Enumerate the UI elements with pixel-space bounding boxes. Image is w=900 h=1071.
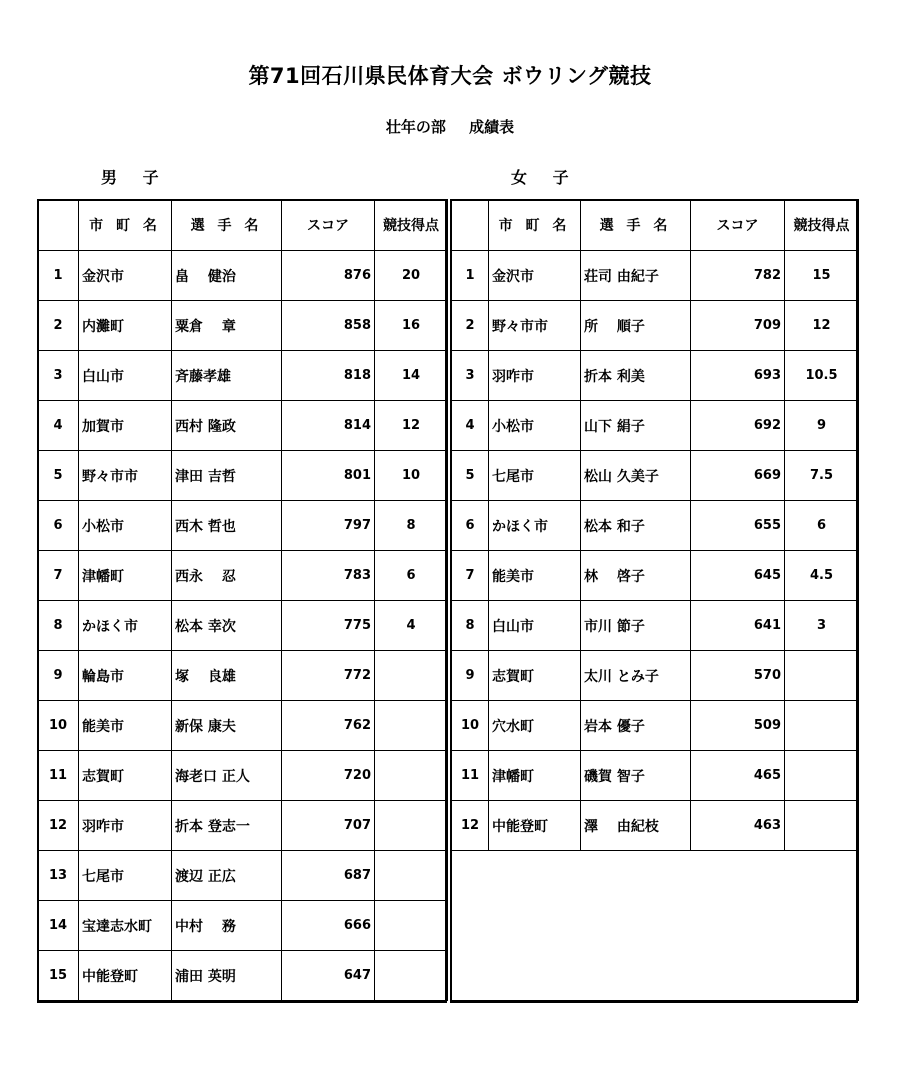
column-header-rank — [38, 200, 79, 251]
table-row — [38, 851, 448, 901]
table-row — [38, 951, 448, 1001]
table-row — [452, 401, 859, 451]
rank-cell: 1 — [452, 251, 489, 301]
column-header-points: 競技得点 — [785, 200, 859, 251]
city-cell: 白山市 — [489, 601, 581, 651]
player-name-cell: 太川 とみ子 — [581, 651, 691, 701]
rank-cell: 6 — [452, 501, 489, 551]
column-header-name: 選 手 名 — [172, 200, 282, 251]
score-cell: 641 — [691, 601, 785, 651]
rank-cell: 5 — [452, 451, 489, 501]
points-cell: 8 — [375, 501, 448, 551]
score-cell: 858 — [282, 301, 375, 351]
points-cell: 14 — [375, 351, 448, 401]
column-header-city: 市 町 名 — [489, 200, 581, 251]
column-header-points: 競技得点 — [375, 200, 448, 251]
city-cell: 志賀町 — [79, 751, 172, 801]
rank-cell: 12 — [38, 801, 79, 851]
player-name-cell: 磯賀 智子 — [581, 751, 691, 801]
score-cell: 772 — [282, 651, 375, 701]
table-row — [38, 501, 448, 551]
column-header-city: 市 町 名 — [79, 200, 172, 251]
city-cell: 宝達志水町 — [79, 901, 172, 951]
points-cell — [375, 951, 448, 1001]
score-cell: 720 — [282, 751, 375, 801]
points-cell — [375, 651, 448, 701]
points-cell — [785, 801, 859, 851]
rank-cell: 12 — [452, 801, 489, 851]
city-cell: 七尾市 — [489, 451, 581, 501]
city-cell: 能美市 — [489, 551, 581, 601]
city-cell: 羽咋市 — [79, 801, 172, 851]
column-header-score: スコア — [691, 200, 785, 251]
city-cell: 野々市市 — [79, 451, 172, 501]
city-cell: 野々市市 — [489, 301, 581, 351]
score-cell: 669 — [691, 451, 785, 501]
rank-cell: 2 — [38, 301, 79, 351]
rank-cell: 1 — [38, 251, 79, 301]
player-name-cell: 西永 忍 — [172, 551, 282, 601]
score-cell: 645 — [691, 551, 785, 601]
city-cell: かほく市 — [79, 601, 172, 651]
column-header-rank — [452, 200, 489, 251]
player-name-cell: 岩本 優子 — [581, 701, 691, 751]
player-name-cell: 林 啓子 — [581, 551, 691, 601]
rank-cell: 8 — [452, 601, 489, 651]
points-cell: 12 — [375, 401, 448, 451]
player-name-cell: 中村 務 — [172, 901, 282, 951]
rank-cell: 11 — [452, 751, 489, 801]
rank-cell: 7 — [452, 551, 489, 601]
player-name-cell: 松本 幸次 — [172, 601, 282, 651]
table-row — [38, 901, 448, 951]
score-cell: 693 — [691, 351, 785, 401]
score-cell: 570 — [691, 651, 785, 701]
player-name-cell: 松山 久美子 — [581, 451, 691, 501]
score-cell: 463 — [691, 801, 785, 851]
points-cell: 7.5 — [785, 451, 859, 501]
points-cell: 9 — [785, 401, 859, 451]
player-name-cell: 折本 登志一 — [172, 801, 282, 851]
document-subtitle: 壮年の部 成績表 — [385, 118, 515, 136]
player-name-cell: 斉藤孝雄 — [172, 351, 282, 401]
score-cell: 797 — [282, 501, 375, 551]
rank-cell: 10 — [452, 701, 489, 751]
player-name-cell: 西木 哲也 — [172, 501, 282, 551]
table-row — [38, 751, 448, 801]
table-row — [38, 401, 448, 451]
rank-cell: 7 — [38, 551, 79, 601]
table-row — [452, 651, 859, 701]
points-cell: 10.5 — [785, 351, 859, 401]
rank-cell: 3 — [452, 351, 489, 401]
score-cell: 509 — [691, 701, 785, 751]
rank-cell: 5 — [38, 451, 79, 501]
city-cell: 七尾市 — [79, 851, 172, 901]
rank-cell: 4 — [452, 401, 489, 451]
score-cell: 783 — [282, 551, 375, 601]
points-cell — [375, 751, 448, 801]
rank-cell: 11 — [38, 751, 79, 801]
city-cell: 能美市 — [79, 701, 172, 751]
city-cell: 金沢市 — [79, 251, 172, 301]
player-name-cell: 粟倉 章 — [172, 301, 282, 351]
city-cell: 羽咋市 — [489, 351, 581, 401]
city-cell: 輪島市 — [79, 651, 172, 701]
rank-cell: 14 — [38, 901, 79, 951]
points-cell — [375, 801, 448, 851]
score-cell: 647 — [282, 951, 375, 1001]
city-cell: 小松市 — [489, 401, 581, 451]
player-name-cell: 新保 康夫 — [172, 701, 282, 751]
score-cell: 666 — [282, 901, 375, 951]
rank-cell: 3 — [38, 351, 79, 401]
city-cell: 津幡町 — [79, 551, 172, 601]
score-cell: 876 — [282, 251, 375, 301]
score-cell: 762 — [282, 701, 375, 751]
player-name-cell: 海老口 正人 — [172, 751, 282, 801]
rank-cell: 15 — [38, 951, 79, 1001]
male-section-heading: 男 子 — [101, 168, 169, 187]
player-name-cell: 所 順子 — [581, 301, 691, 351]
score-cell: 818 — [282, 351, 375, 401]
player-name-cell: 津田 吉哲 — [172, 451, 282, 501]
column-header-name: 選 手 名 — [581, 200, 691, 251]
points-cell: 6 — [785, 501, 859, 551]
table-row — [452, 801, 859, 851]
city-cell: 穴水町 — [489, 701, 581, 751]
female-section-heading: 女 子 — [511, 168, 579, 187]
table-row — [452, 501, 859, 551]
table-row — [452, 351, 859, 401]
city-cell: 金沢市 — [489, 251, 581, 301]
score-cell: 775 — [282, 601, 375, 651]
table-header-row — [38, 200, 448, 251]
player-name-cell: 市川 節子 — [581, 601, 691, 651]
empty-area — [452, 851, 859, 1001]
points-cell — [375, 901, 448, 951]
rank-cell: 9 — [452, 651, 489, 701]
document-title: 第71回石川県民体育大会 ボウリング競技 — [248, 64, 652, 88]
player-name-cell: 塚 良雄 — [172, 651, 282, 701]
rank-cell: 13 — [38, 851, 79, 901]
table-row — [452, 451, 859, 501]
table-row — [452, 301, 859, 351]
city-cell: かほく市 — [489, 501, 581, 551]
player-name-cell: 浦田 英明 — [172, 951, 282, 1001]
table-row — [452, 701, 859, 751]
table-row — [452, 601, 859, 651]
player-name-cell: 澤 由紀枝 — [581, 801, 691, 851]
table-row — [38, 251, 448, 301]
points-cell — [375, 851, 448, 901]
points-cell — [785, 751, 859, 801]
rank-cell: 8 — [38, 601, 79, 651]
score-cell: 707 — [282, 801, 375, 851]
points-cell — [785, 701, 859, 751]
score-cell: 709 — [691, 301, 785, 351]
male-results-table — [37, 199, 448, 1001]
points-cell: 4.5 — [785, 551, 859, 601]
score-cell: 655 — [691, 501, 785, 551]
score-cell: 465 — [691, 751, 785, 801]
points-cell: 15 — [785, 251, 859, 301]
points-cell — [375, 701, 448, 751]
city-cell: 内灘町 — [79, 301, 172, 351]
rank-cell: 2 — [452, 301, 489, 351]
table-header-row — [452, 200, 859, 251]
rank-cell: 9 — [38, 651, 79, 701]
player-name-cell: 西村 隆政 — [172, 401, 282, 451]
table-row — [38, 701, 448, 751]
player-name-cell: 折本 利美 — [581, 351, 691, 401]
player-name-cell: 荘司 由紀子 — [581, 251, 691, 301]
city-cell: 志賀町 — [489, 651, 581, 701]
city-cell: 津幡町 — [489, 751, 581, 801]
table-row — [38, 801, 448, 851]
female-results-table — [451, 199, 859, 1001]
score-cell: 782 — [691, 251, 785, 301]
table-row — [452, 551, 859, 601]
table-row — [38, 551, 448, 601]
city-cell: 加賀市 — [79, 401, 172, 451]
rank-cell: 6 — [38, 501, 79, 551]
score-cell: 801 — [282, 451, 375, 501]
rank-cell: 10 — [38, 701, 79, 751]
table-row — [38, 351, 448, 401]
player-name-cell: 松本 和子 — [581, 501, 691, 551]
city-cell: 中能登町 — [79, 951, 172, 1001]
points-cell: 6 — [375, 551, 448, 601]
city-cell: 白山市 — [79, 351, 172, 401]
city-cell: 小松市 — [79, 501, 172, 551]
points-cell: 20 — [375, 251, 448, 301]
column-header-score: スコア — [282, 200, 375, 251]
points-cell: 12 — [785, 301, 859, 351]
rank-cell: 4 — [38, 401, 79, 451]
table-row — [38, 651, 448, 701]
points-cell: 16 — [375, 301, 448, 351]
points-cell — [785, 651, 859, 701]
player-name-cell: 渡辺 正広 — [172, 851, 282, 901]
score-cell: 687 — [282, 851, 375, 901]
points-cell: 4 — [375, 601, 448, 651]
table-row — [452, 251, 859, 301]
table-row — [38, 451, 448, 501]
table-row — [38, 301, 448, 351]
player-name-cell: 山下 絹子 — [581, 401, 691, 451]
table-row — [452, 751, 859, 801]
empty-area-row — [452, 851, 859, 1001]
score-cell: 692 — [691, 401, 785, 451]
score-cell: 814 — [282, 401, 375, 451]
city-cell: 中能登町 — [489, 801, 581, 851]
points-cell: 10 — [375, 451, 448, 501]
player-name-cell: 畠 健治 — [172, 251, 282, 301]
table-row — [38, 601, 448, 651]
points-cell: 3 — [785, 601, 859, 651]
